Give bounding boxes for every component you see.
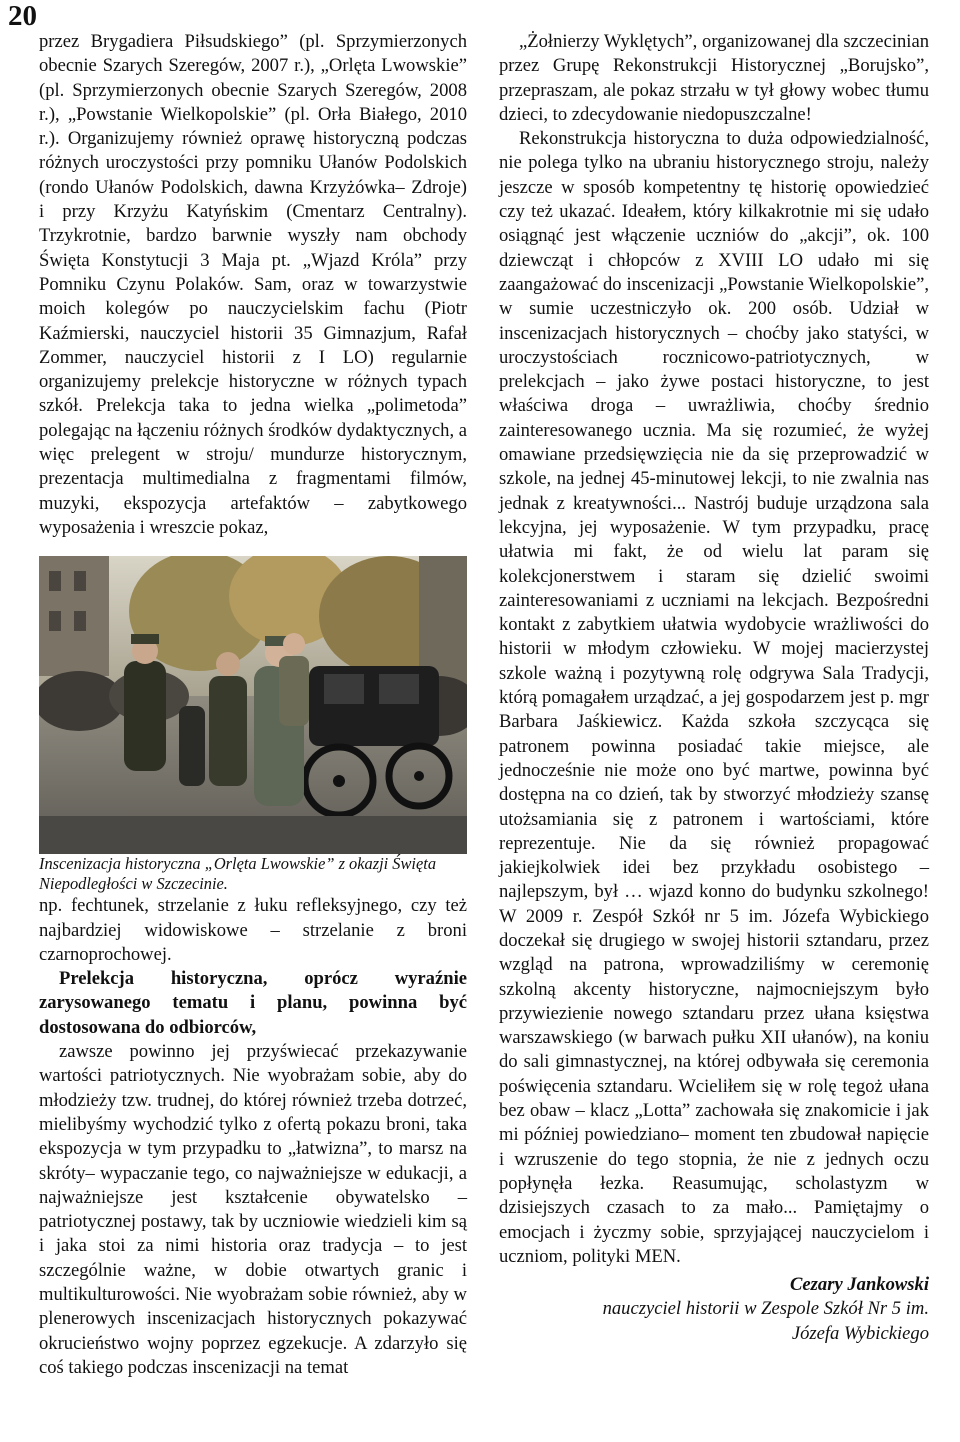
after-photo-paragraph: np. fechtunek, strzelanie z łuku refleksyjnego, czy też najbardziej widowiskowe – strzelanie z broni czarnoprochowej. — [39, 895, 467, 965]
continuation-paragraph: „Żołnierzy Wyklętych”, organizowanej dla szczecinian przez Grupę Rekonstrukcji Historycznej „Borujsko”, przepraszam, ale pokaz strzału w tył głowy wobec tłumu dzieci, to zdecydowanie niedopuszczalne! — [499, 31, 929, 125]
intro-paragraph: przez Brygadiera Piłsudskiego” (pl. Sprzymierzonych obecnie Szarych Szeregów, 2007 r.), „Orlęta Lwowskie” (pl. Sprzymierzonych obecnie Szarych Szeregów, 2008 r.), „Powstanie Wielkopolskie” (pl. Orła Białego, 2010 r.). Organizujemy również oprawę historyczną podczas różnych uroczystości przy pomniku Ułanów Podolskich (rondo Ułanów Podolskich, dawna Krzyżówka– Zdroje) i przy Krzyżu Katyńskim (Cmentarz Centralny). Trzykrotnie, bardzo barwnie wyszły nam obchody Święta Konstytucji 3 Maja pt. „Wjazd Króla” przy Pomniku Czynu Polaków. Sam, oraz w towarzystwie moich kolegów po nauczycielskim fachu (Piotr Kaźmierski, nauczyciel historii 35 Gimnazjum, Rafał Zommer, nauczyciel historii z I LO) regularnie organizujemy prelekcje historyczne w różnych typach szkół. Prelekcja taka to jedna wielka „polimetoda” polegając na łączeniu różnych środków dydaktycznych, a więc prelegent w stroju/ mundurze historycznym, prezentacja multimedialna z fragmentami filmów, muzyki, ekspozycja artefaktów – zabytkowego wyposażenia i wreszcie pokaz, — [39, 31, 467, 538]
main-paragraph: Rekonstrukcja historyczna to duża odpowiedzialność, nie polega tylko na ubraniu historycznego stroju, należy jeszcze w sposób kompetentny tę historię opowiedzieć czy też ukazać. Ideałem, który kilkakrotnie mi się udało osiągnąć jest włączenie uczniów do „akcji”, ok. 100 dziewcząt i chłopców z XVIII LO udało mi się zaangażować do inscenizacji „Powstanie Wielkopolskie”, w sumie uczestniczyło ok. 200 osób. Udział w inscenizacjach historycznych – choćby jako statyści, w uroczystościach rocznicowo-patriotycznych, w prelekcjach – jako żywe postaci historyczne, to jest właściwa droga – uwrażliwia, choćby średnio zainteresowanego ucznia. Ma się rozumieć, że wyżej omawiane przedsięwzięcia nie da się przeprowadzić w szkole, na jednej 45-minutowej lekcji, to nie zwalnia nas jednak z kreatywności... Nastrój buduje urządzona sala lekcyjna, jej wyposażenie. W tym przypadku, pracę ułatwia mi fakt, że od wielu lat param się kolekcjonerstwem i staram się dzielić swoimi zainteresowaniami z uczniami na lekcjach. Bezpośredni kontakt z zabytkiem ułatwia wydobycie wrażliwości do historii w młodym człowieku. W mojej macierzystej szkole ważną i pozytywną rolę odgrywa Sala Tradycji, którą pomagałem urządzać, a jej gospodarzem jest p. mgr Barbara Jaśkiewicz. Każda szkoła szczycąca się patronem powinna posiadać takie miejsce, ale jednocześnie nie może ono być martwe, powinna być dostępna na co dzień, tak by stworzyć młodzieży szansę utożsamiania się z patronem i wartościami, które reprezentuje. Nie da się również propagować jakiejkolwiek idei bez przykładu osobistego – najlepszym, był … wjazd konno do budynku szkolnego! W 2009 r. Zespół Szkół nr 5 im. Józefa Wybickiego doczekał się drugiego w swojej historii sztandaru, przez wzgląd na patrona, wprowadziliśmy w ceremonię szkolną akcenty historyczne, najmocniejszym było przywiezienie nowego sztandaru przez ułana księstwa warszawskiego (w barwach pułku XII ułanów), na koniu do sali gimnastycznej, na której odbywała się ceremonia poświęcenia sztandaru. Wcieliłem się w rolę tegoż ułana bez obaw – klacz „Lotta” zachowała się znakomicie i jak mi później powiedziano– moment ten zbudował napięcie i wzruszenie do tego stopnia, że nie z jednych oczu popłynęła łezka. Reasumując, scholastyzm w dzisiejszych czasach to za mało... Pamiętajmy o emocjach i życzmy sobie, sprzyjającej nauczycielom i uczniom, polityki MEN. — [499, 128, 929, 1267]
author-role-line1: nauczyciel historii w Zespole Szkół Nr 5 im. — [602, 1298, 929, 1320]
reenactment-photo — [39, 556, 467, 854]
photo-caption: Inscenizacja historyczna „Orlęta Lwowskie” z okazji Święta Niepodległości w Szczecinie. — [39, 854, 437, 894]
page-number: 20 — [8, 0, 37, 32]
final-paragraph: zawsze powinno jej przyświecać przekazywanie wartości patriotycznych. Nie wyobrażam sobie, aby do młodzieży tzw. trudnej, do której również trzeba dotrzeć, mielibyśmy wychodzić tylko z ofertą pokazu broni, taka ekspozycja w tym przypadku to „łatwizna”, to marsz na skróty– wypaczanie tego, co najważniejsze w edukacji, a najważniejsze jest kształcenie obywatelsko – patriotycznej postawy, tak by uczniowie wiedzieli kim są i jaka stoi za nimi historia oraz tradycja – to jest szczególnie ważne, w dobie otwartych granic i multikulturowości. Nie wyobrażam sobie również, aby w plenerowych inscenizacjach historycznych pokazywać okrucieństwo wojny poprzez egzekucje. A zdarzyło się coś takiego podczas inscenizacji na temat — [39, 1041, 467, 1378]
signature — [499, 1273, 929, 1346]
author-role-line2: Józefa Wybickiego — [791, 1322, 929, 1344]
author-name: Cezary Jankowski — [790, 1274, 929, 1296]
left-column — [39, 30, 467, 1380]
right-column — [499, 30, 929, 1346]
bold-heading: Prelekcja historyczna, oprócz wyraźnie zarysowanego tematu i planu, powinna być dostosowana do odbiorców, — [39, 968, 467, 1038]
